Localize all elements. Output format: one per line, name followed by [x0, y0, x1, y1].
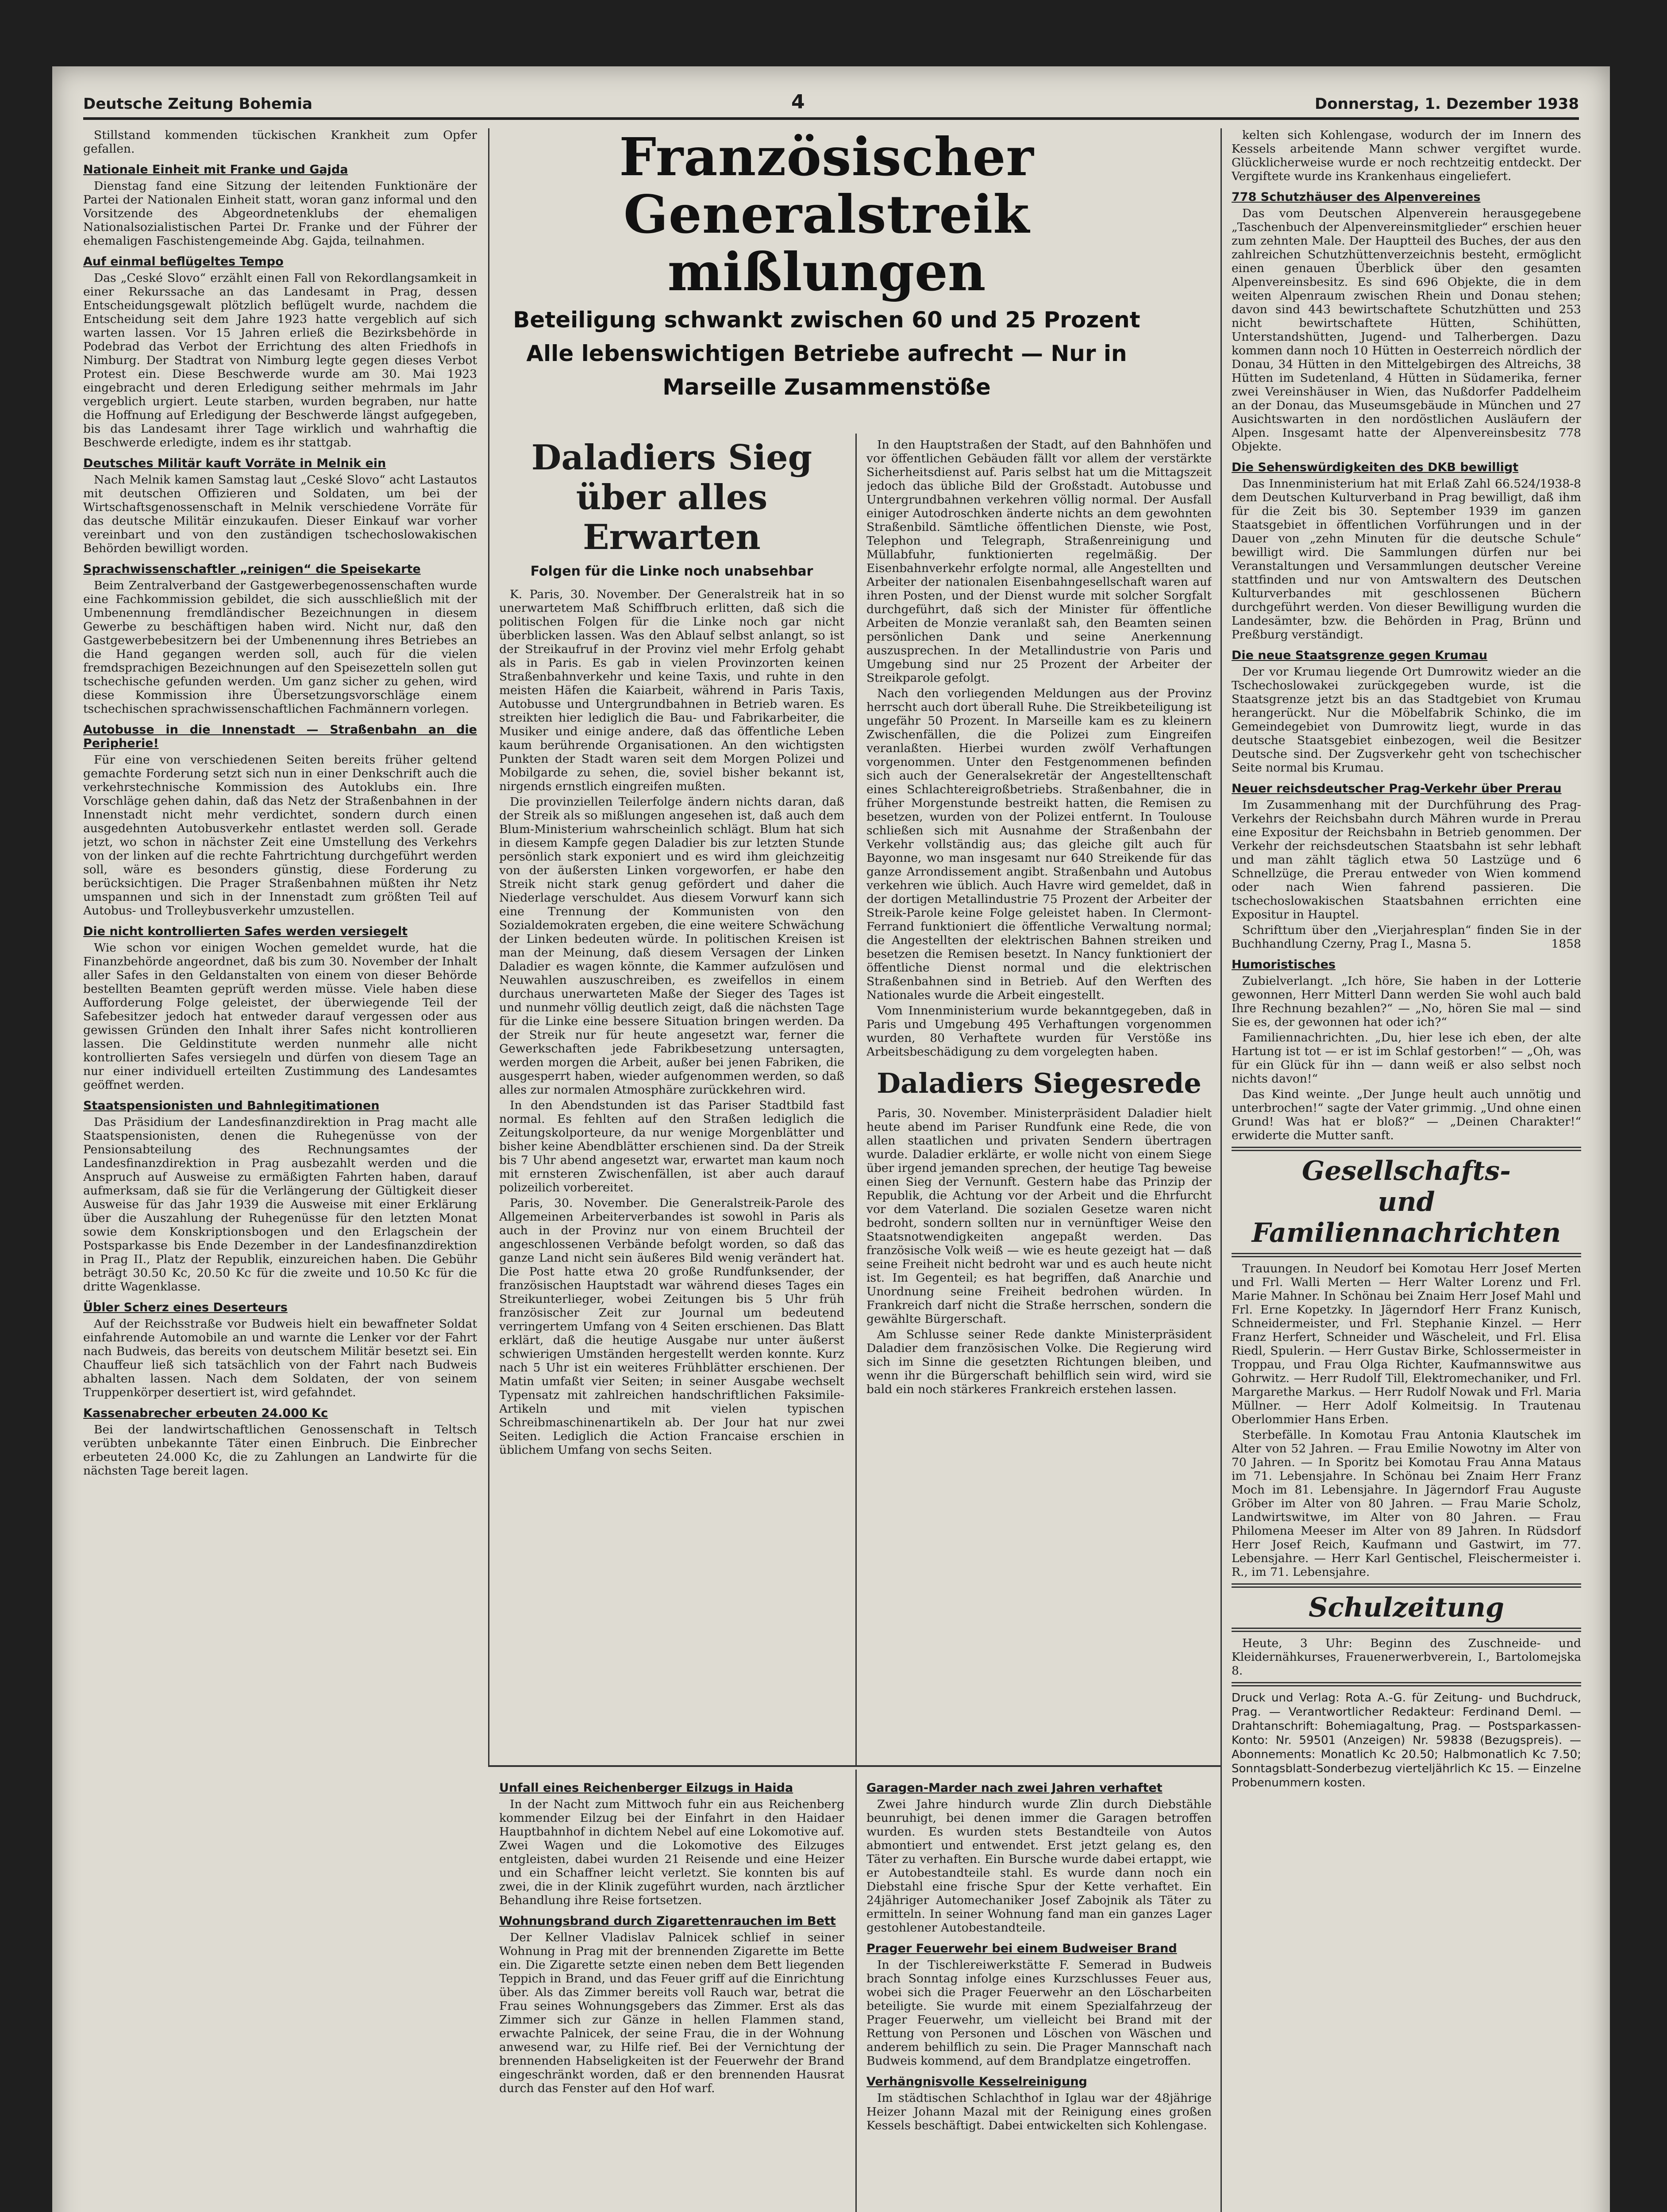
article-text: Im städtischen Schlachthof in Iglau war der 48jährige Heizer Johann Mazal mit der Reinigung eines großen Kessels beschäftigt. Dabei entwickelten sich Kohlengase. [866, 2091, 1212, 2132]
family-news-heading-2: und Familiennachrichten [1251, 1187, 1561, 1248]
article-text: Paris, 30. November. Die Generalstreik-Parole des Allgemeinen Arbeiterverbandes ist sowohl in Paris als auch in der Provinz nur von einem Bruchteil der angeschlossenen Verbände befolgt worden, so daß das ganze Land nicht sein äußeres Bild wenig verändert hat. Die Post hatte etwa 20 große Rundfunksender, der französischen Hauptstadt war während dieses Tages ein Streikunterlieger, wobei Zeitungen bis 5 Uhr früh französischer Zeit zur Journal um bedeutend verringertem Umfang von 4 Seiten erschienen. Das Blatt erklärt, daß die heutige Ausgabe nur unter äußerst schwierigen Umständen hergestellt werden konnte. Kurz nach 5 Uhr ist ein weiteres Frühblätter erschienen. Der Matin umfaßt vier Seiten; in seiner Ausgabe wechselt Typensatz mit zahlreichen handschriftlichen Faksimile-Artikeln und mit vielen typischen Schreibmaschinenartikeln ab. Der Jour hat nur zwei Seiten. Lediglich die Action Francaise erschien in üblichem Umfang von sechs Seiten. [499, 1196, 844, 1457]
article-heading: Die neue Staatsgrenze gegen Krumau [1232, 649, 1488, 662]
article-heading: Unfall eines Reichenberger Eilzugs in Haida [499, 1781, 793, 1795]
section-headline: Daladiers Sieg über alles Erwarten [531, 438, 812, 557]
article-text: Im Zusammenhang mit der Durchführung des Prag-Verkehrs der Reichsbahn durch Mähren wurde in Prerau eine Expositur der Reichsbahn in Betrieb genommen. Der Verkehr der reichsdeutschen Staatsbahn ist sehr lebhaft und man zählt täglich etwa 50 Lastzüge und 6 Schnellzüge, die Prerau entweder von Wien kommend oder nach Wien fahrend passieren. Die tschechoslowakischen Staatsbahnen errichten eine Expositur in Hauptel. [1232, 798, 1581, 922]
column-6 [866, 1774, 1212, 2212]
subheadline-1: Beteiligung schwankt zwischen 60 und 25 Prozent [513, 307, 1140, 333]
article-heading: Prager Feuerwehr bei einem Budweiser Brand [866, 1942, 1177, 1955]
headline-line-2: mißlungen [667, 241, 986, 303]
article-text: Stillstand kommenden tückischen Krankheit zum Opfer gefallen. [83, 128, 477, 156]
masthead [83, 91, 1579, 120]
article-heading: Auf einmal beflügeltes Tempo [83, 255, 284, 269]
column-5 [499, 1774, 844, 2212]
section-headline: Daladiers Siegesrede [877, 1067, 1201, 1099]
article-heading: Kassenabrecher erbeuten 24.000 Kc [83, 1406, 328, 1420]
article-heading: 778 Schutzhäuser des Alpenvereines [1232, 190, 1481, 204]
divider [1232, 1253, 1581, 1257]
column-2 [499, 438, 844, 1761]
article-text: Nach den vorliegenden Meldungen aus der Provinz herrscht auch dort überall Ruhe. Die Streikbeteiligung ist ungefähr 50 Prozent. In Marseille kam es zu kleinern Zwischenfällen, die die Polizei zum Eingreifen veranlaßten. Hierbei wurden zwölf Verhaftungen vorgenommen. Unter den Festgenommenen befinden sich auch der Generalsekretär der Angestelltenschaft eines Schlachtereigroßbetriebs. Straßenbahner, die in früher Morgenstunde bestreikt hatten, die Remisen zu besetzen, wurden von der Polizei entfernt. In Toulouse schließen sich mit Ausnahme der Straßenbahn der Verkehr vollständig aus; das gleiche gilt auch für Bayonne, wo man insgesamt nur 640 Streikende für das ganze Arrondissement angibt. Straßenbahn und Autobus verkehren wie üblich. Auch Havre wird gemeldet, daß in der dortigen Metallindustrie 75 Prozent der Arbeiter der Streik-Parole keine Folge geleistet haben. In Clermont-Ferrand funktioniert die öffentliche Verwaltung normal; die Angestellten der elektrischen Bahnen streiken und besetzen die Remisen besetzt. In Nancy funktioniert der öffentliche Dienst normal und die elektrischen Straßenbahnen sind in Betrieb. Auf den Werften des Nationales wurde die Arbeit eingestellt. [866, 687, 1212, 1002]
article-heading: Neuer reichsdeutscher Prag-Verkehr über Prerau [1232, 782, 1562, 795]
article-text: Die provinziellen Teilerfolge ändern nichts daran, daß der Streik als so mißlungen angesehen ist, daß auch dem Blum-Ministerium wahrscheinlich schlägt. Blum hat sich in diesem Kampfe gegen Daladier bis zur letzten Stunde persönlich stark exponiert und es wird ihm gleichzeitig von der äußersten Linken vorgeworfen, er habe den Streik nicht stark genug gefördert und daher die Niederlage verschuldet. Aus diesem Vorwurf kann sich eine Trennung der Kommunisten von den Sozialdemokraten ergeben, die eine weitere Schwächung der Linken bedeuten würde. In politischen Kreisen ist man der Meinung, daß diesem Versagen der Linken Daladier es wagen könnte, die Kammer aufzulösen und Neuwahlen auszuschreiben, es zweifellos in einem durchaus unerwarteten Maße der Sieger des Tages ist und nunmehr völlig deutlich zeigt, daß die nächsten Tage für die Linke eine bessere Situation bringen werden. Da der Streik nur für heute angesetzt war, ferner die Gewerkschaften jede Fabrikbesetzung untersagten, werden morgen die Arbeit, außer bei jenen Fabriken, die ausgesperrt haben, wieder aufgenommen werden, so daß alles zur normalen Atmosphäre zurückkehren wird. [499, 795, 844, 1097]
article-heading: Deutsches Militär kauft Vorräte in Melnik ein [83, 457, 386, 470]
article-text: Zubielverlangt. „Ich höre, Sie haben in der Lotterie gewonnen, Herr Mitterl Dann werden Sie wohl auch bald Ihre Rechnung bezahlen?“ — „No, hören Sie mal — sind Sie es, der gewonnen hat oder ich?“ [1232, 974, 1581, 1029]
article-text: Das Kind weinte. „Der Junge heult auch unnötig und unterbrochen!“ sagte der Vater grimmig. „Und ohne einen Grund! Was hat er bloß?“ — „Deinen Charakter!“ erwiderte die Mutter sanft. [1232, 1087, 1581, 1142]
column-1 [83, 128, 477, 2212]
article-text: Der vor Krumau liegende Ort Dumrowitz wieder an die Tschechoslowakei zurückgegeben wurde, ist die Staatsgrenze jetzt bis an das Stadtgebiet von Krumau herangerückt. Nur die Möbelfabrik Schinko, die im Gemeindegebiet von Dumrowitz liegt, wurde in das deutsche Staatsgebiet einbezogen, weil die Besitzer Deutsche sind. Der Zugsverkehr geht von tschechischer Seite normal bis Krumau. [1232, 665, 1581, 775]
imprint: Druck und Verlag: Rota A.-G. für Zeitung- und Buchdruck, Prag. — Verantwortlicher Redakteur: Ferdinand Deml. — Drahtanschrift: Bohemiagaltung, Prag. — Postsparkassen-Konto: Nr. 59501 (Anzeigen) Nr. 59838 (Bezugspreis). — Abonnements: Monatlich Kc 20.50; Halbmonatlich Kc 7.50; Sonntagsblatt-Sonderbezug vierteljährlich Kc 15. — Einzelne Probenummern kosten. [1232, 1691, 1581, 1790]
article-text: Zwei Jahre hindurch wurde Zlin durch Diebstähle beunruhigt, bei denen immer die Garagen betroffen wurden. Es wurden stets Bestandteile von Autos abmontiert und entwendet. Erst jetzt gelang es, den Täter zu verhaften. Ein Bursche wurde dabei ertappt, wie er Autobestandteile stahl. Es wurde dann noch ein Diebstahl eine frische Spur der Kette verhaftet. Ein 24jähriger Automechaniker Josef Zabojnik als Täter zu ermitteln. In seiner Wohnung fand man ein ganzes Lager gestohlener Autobestandteile. [866, 1797, 1212, 1935]
article-text: Paris, 30. November. Ministerpräsident Daladier hielt heute abend im Pariser Rundfunk eine Rede, die von allen staatlichen und privaten Sendern übertragen wurde. Daladier erklärte, er wolle nicht von einem Siege über irgend jemanden sprechen, der heutige Tag beweise einen Sieg der Vernunft. Gestern habe das Prinzip der Republik, die Achtung vor der Arbeit und die Ehrfurcht vor dem Vaterland. Die sozialen Gesetze waren nicht bedroht, sondern sollten nur in vernünftiger Weise den Staatsnotwendigkeiten angepaßt werden. Das französische Volk weiß — wie es heute gezeigt hat — daß seine Freiheit nicht bedroht war und es auch heute nicht ist. Im Gegenteil; es hat begriffen, daß Anarchie und Unordnung seine Freiheit bedrohen würden. In Frankreich darf nicht die Straße herrschen, sondern die gewählte Bürgerschaft. [866, 1106, 1212, 1326]
article-heading: Garagen-Marder nach zwei Jahren verhaftet [866, 1781, 1163, 1795]
article-text: In der Tischlereiwerkstätte F. Semerad in Budweis brach Sonntag infolge eines Kurzschlusses Feuer aus, wobei sich die Prager Feuerwehr an den Löscharbeiten beteiligte. Sie wurde mit einem Spezialfahrzeug der Prager Feuerwehr, um vielleicht bei Brand mit der Rettung von Personen und Löschen von Wäschen und anderem behilflich zu sein. Die Prager Mannschaft nach Budweis kommend, auf dem Brandplatze eingetroffen. [866, 1958, 1212, 2068]
article-text: Das „Ceské Slovo“ erzählt einen Fall von Rekordlangsamkeit in einer Rekurssache an das Landesamt in Prag, dessen Entscheidungsgewalt plötzlich beflügelt wurde, nachdem die Entscheidung seit dem Jahre 1923 hatte vergeblich auf sich warten lassen. Vor 15 Jahren erließ die Bezirksbehörde in Podebrad das Verbot der Errichtung des alten Friedhofs in Nimburg. Der Stadtrat von Nimburg legte gegen dieses Verbot Protest ein. Diese Beschwerde wurde am 30. Mai 1923 eingebracht und deren Erledigung seither mehrmals im Jahr vergeblich urgiert. Leute starben, wurden begraben, nur hatte die Hoffnung auf Erledigung der Beschwerde längst aufgegeben, bis das Landesamt ihrer Tage wirklich und wahrhaftig die Beschwerde erledigte, indem es ihr stattgab. [83, 271, 477, 449]
school-heading: Schulzeitung [1309, 1592, 1504, 1623]
article-text: Der Kellner Vladislav Palnicek schlief in seiner Wohnung in Prag mit der brennenden Zigarette im Bette ein. Die Zigarette setzte einen neben dem Bett liegenden Teppich in Brand, und das Feuer griff auf die Einrichtung über. Als das Zimmer bereits voll Rauch war, betrat die Frau seines Wohnungsgebers das Zimmer. Erst als das Zimmer sich zur Gänze in hellen Flammen stand, erwachte Palnicek, der seine Frau, die in der Wohnung anwesend war, zu Hilfe rief. Bei der Vernichtung der brennenden Habseligkeiten ist der Feuerwehr der Brand eingeschränkt worden, daß er den brennenden Hausrat durch das Fenster auf den Hof warf. [499, 1931, 844, 2095]
article-text: Das Innenministerium hat mit Erlaß Zahl 66.524/1938-8 dem Deutschen Kulturverband in Prag bewilligt, daß ihm für die Zeit bis 30. September 1939 im ganzen Staatsgebiet in öffentlichen Vorführungen und in der Dauer von „zehn Minuten für die deutsche Schule“ bewilligt wird. Die Sammlungen dürfen nur bei Veranstaltungen und Versammlungen deutscher Vereine stattfinden und nur von Amtswaltern des Deutschen Kulturverbandes mit geschlossenen Büchern durchgeführt werden. Von dieser Bewilligung wurden die Landesämter, bzw. die Behörden in Prag, Brünn und Preßburg verständigt. [1232, 477, 1581, 641]
paper-name: Deutsche Zeitung Bohemia [83, 95, 313, 113]
article-text: Trauungen. In Neudorf bei Komotau Herr Josef Merten und Frl. Walli Merten — Herr Walter Lorenz und Frl. Marie Mahner. In Schönau bei Znaim Herr Josef Mahl und Frl. Erne Kopetzky. In Jägerndorf Herr Franz Kunisch, Schneidermeister, und Frl. Stephanie Kinzel. — Herr Franz Herfert, Schneider und Wäscheleit, und Frl. Elisa Riedl, Spulerin. — Herr Gustav Birke, Schlossermeister in Troppau, und Frau Olga Richter, Kaufmannswitwe aus Gohrwitz. — Herr Rudolf Till, Elektromechaniker, und Frl. Margarethe Markus. — Herr Rudolf Nowak und Frl. Maria Müllner. — Herr Adolf Kolmeitsig. In Trautenau Oberlommier Hans Erben. [1232, 1262, 1581, 1426]
column-rule [855, 434, 857, 1765]
divider [1232, 1628, 1581, 1632]
article-heading: Autobusse in die Innenstadt — Straßenbahn an die Peripherie! [83, 723, 477, 750]
article-text: kelten sich Kohlengase, wodurch der im Innern des Kessels arbeitende Mann schwer vergiftet wurde. Glücklicherweise wurde er noch rechtzeitig entdeckt. Der Vergiftete wurde ins Krankenhaus eingeliefert. [1232, 128, 1581, 183]
article-heading: Die nicht kontrollierten Safes werden versiegelt [83, 925, 408, 938]
subheadline-3: Marseille Zusammenstöße [662, 374, 991, 400]
article-text: K. Paris, 30. November. Der Generalstreik hat in so unerwartetem Maß Schiffbruch erlitten, daß sich die politischen Folgen für die Linke noch gar nicht überblicken lassen. Was den Ablauf selbst anlangt, so ist der Streikaufruf in der Provinz viel mehr Erfolg gehabt als in Paris. Es gab in vielen Provinzorten keinen Straßenbahnverkehr und keine Taxis, und ruhte in den meisten Häfen die Kaiarbeit, während in Paris Taxis, Autobusse und Untergrundbahnen in Betrieb waren. Es streikten hier lediglich die Bau- und Fabrikarbeiter, die Musiker und einige andere, daß das öffentliche Leben kaum berührende Organisationen. An den wichtigsten Punkten der Stadt waren seit dem Morgen Polizei und Mobilgarde zu sehen, die, soviel bisher bekannt ist, nirgends ernstlich eingreifen mußten. [499, 588, 844, 793]
page-number: 4 [791, 91, 805, 113]
article-text: Familiennachrichten. „Du, hier lese ich eben, der alte Hartung ist tot — er ist im Schlaf gestorben!“ — „Oh, was für ein Glück für ihn — dann weiß er also selbst noch nichts davon!“ [1232, 1031, 1581, 1086]
family-news-heading-1: Gesellschafts- [1302, 1156, 1511, 1187]
column-4 [1232, 128, 1581, 2212]
section-rule [488, 1765, 1220, 1767]
column-rule [1220, 128, 1222, 2212]
article-text: In den Abendstunden ist das Pariser Stadtbild fast normal. Es fehlten auf den Straßen lediglich die Zeitungskolporteure, da nur wenige Morgenblätter und bisher keine Abendblätter erschienen sind. Da der Streik bis 7 Uhr abend angesetzt war, erwartet man kaum noch mit ernsteren Zwischenfällen, ist aber auch darauf polizeilich vorbereitet. [499, 1098, 844, 1194]
main-headline [473, 128, 1181, 402]
article-heading: Humoristisches [1232, 958, 1336, 972]
article-heading: Nationale Einheit mit Franke und Gajda [83, 163, 348, 177]
article-text: In der Nacht zum Mittwoch fuhr ein aus Reichenberg kommender Eilzug bei der Einfahrt in den Haidaer Hauptbahnhof in dichtem Nebel auf eine Lokomotive auf. Zwei Wagen und die Lokomotive des Eilzuges entgleisten, dabei wurden 21 Reisende und eine Heizer und ein Schaffner leicht verletzt. Sie konnten bis auf zwei, die in der Klinik zugeführt wurden, nach ärztlicher Behandlung ihre Reise fortsetzen. [499, 1797, 844, 1907]
article-text: Für eine von verschiedenen Seiten bereits früher geltend gemachte Forderung setzt sich nun in einer Denkschrift auch die verkehrstechnische Kommission des Autoklubs ein. Ihre Vorschläge gehen dahin, daß das Netz der Straßenbahnen in der Innenstadt nicht mehr verdichtet, sondern durch einen ausgedehnten Autobusverkehr entlastet werden soll. Gerade jetzt, wo schon in nächster Zeit eine Umstellung des Verkehrs von der linken auf die rechte Fahrtrichtung durchgeführt werden soll, wäre es besonders günstig, diese Forderung zu berücksichtigen. Die Prager Straßenbahnen müßten ihr Netz umspannen und sich in der Innenstadt zum größten Teil auf Autobus- und Trolleybusverkehr umzustellen. [83, 753, 477, 918]
article-text: Heute, 3 Uhr: Beginn des Zuschneide- und Kleidernähkurses, Frauenerwerbverein, I., Bartolomejska 8. [1232, 1636, 1581, 1678]
article-text: Beim Zentralverband der Gastgewerbegenossenschaften wurde eine Fachkommission gebildet, die sich ausschließlich mit der Umbenennung fremdländischer Bezeichnungen in diesem Gewerbe zu beschäftigen haben wird. Nicht nur, daß den Gastgewerbebesitzern bei der Umbenennung ihres Betriebes an die Hand gegangen werden soll, auch für die vielen fremdsprachigen Bezeichnungen auf den Speisezetteln sollen gut tschechische gefunden werden. Um ganz sicher zu gehen, wird diese Kommission ihre Übersetzungsvorschläge einem tschechischen sprachwissenschaftlichen Fachmännern vorlegen. [83, 579, 477, 716]
article-text: Wie schon vor einigen Wochen gemeldet wurde, hat die Finanzbehörde angeordnet, daß bis zum 30. November der Inhalt aller Safes in den Geldanstalten von einem von dieser Behörde bestellten Beamten geprüft werden müsse. Viele haben diese Aufforderung Folge geleistet, der überwiegende Teil der Safebesitzer jedoch hat entweder darauf vergessen oder aus gewissen Gründen den Inhalt ihrer Safes nicht kontrollieren lassen. Die Geldinstitute werden nunmehr alle nicht kontrollierten Safes versiegeln und dürfen von diesem Tage an nur einer individuell erteilten Zustimmung des Landesamtes geöffnet werden. [83, 941, 477, 1092]
article-text: Sterbefälle. In Komotau Frau Antonia Klautschek im Alter von 52 Jahren. — Frau Emilie Nowotny im Alter von 70 Jahren. — In Sporitz bei Komotau Frau Anna Mataus im 71. Lebensjahre. In Schönau bei Znaim Herr Franz Moch im 81. Lebensjahre. In Jägerndorf Frau Auguste Gröber im Alter von 80 Jahren. — Frau Marie Scholz, Landwirtswitwe, im Alter von 80 Jahren. — Frau Philomena Meeser im Alter von 89 Jahren. In Rüdsdorf Herr Josef Reich, Kaufmann und Gastwirt, im 77. Lebensjahre. — Herr Karl Gentischel, Fleischermeister i. R., im 71. Lebensjahre. [1232, 1428, 1581, 1579]
article-heading: Übler Scherz eines Deserteurs [83, 1301, 288, 1314]
article-heading: Die Sehenswürdigkeiten des DKB bewilligt [1232, 461, 1519, 474]
article-text: Das Präsidium der Landesfinanzdirektion in Prag macht alle Staatspensionisten, denen die Ruhegenüsse von der Pensionsabteilung des Rechnungsamtes der Landesfinanzdirektion in Prag ausbezahlt werden und die Anspruch auf Ausweise zu ermäßigten Fahrten haben, darauf aufmerksam, daß sie für die Verlängerung der Gültigkeit dieser Ausweise für das Jahr 1939 die Ausweise mit einer Erklärung über die Auszahlung der Ruhegenüsse für den letzten Monat sowie dem Konskriptionsbogen und den Erlagschein der Postsparkasse bis Ende Dezember in der Landesfinanzdirektion in Prag II., Platz der Republik, einzureichen haben. Die Gebühr beträgt 30.50 Kc, 20.50 Kc für die zweite und 10.50 Kc für die dritte Wagenklasse. [83, 1115, 477, 1294]
article-text: Am Schlusse seiner Rede dankte Ministerpräsident Daladier dem französischen Volke. Die Regierung wird sich im Sinne die gesetzten Richtungen bleiben, und wenn ihr die Bürgerschaft behilflich sein wird, wird sie bald ein noch stärkeres Frankreich erstehen lassen. [866, 1328, 1212, 1396]
section-subheadline: Folgen für die Linke noch unabsehbar [530, 564, 813, 579]
subheadline-2: Alle lebenswichtigen Betriebe aufrecht — Nur in [526, 341, 1127, 366]
article-heading: Sprachwissenschaftler „reinigen“ die Speisekarte [83, 562, 421, 576]
article-heading: Verhängnisvolle Kesselreinigung [866, 2075, 1087, 2089]
article-heading: Wohnungsbrand durch Zigarettenrauchen im Bett [499, 1914, 836, 1928]
article-text: Bei der landwirtschaftlichen Genossenschaft in Teltsch verübten unbekannte Täter einen Einbruch. Die Einbrecher erbeuteten 24.000 Kc, die zu Zahlungen an Landwirte für die nächsten Tage bereit lagen. [83, 1423, 477, 1478]
headline-line-1: Französischer Generalstreik [619, 126, 1034, 245]
divider [1232, 1583, 1581, 1588]
issue-date: Donnerstag, 1. Dezember 1938 [1315, 95, 1579, 113]
article-text: Nach Melnik kamen Samstag laut „Ceské Slovo“ acht Lastautos mit deutschen Offizieren und Soldaten, um bei der Wirtschaftsgenossenschaft in Melnik verschiedene Vorräte für das deutsche Militär einzukaufen. Dieser Einkauf war vorher vereinbart und von den zuständigen tschechoslowakischen Behörden bewilligt worden. [83, 473, 477, 555]
divider [1232, 1682, 1581, 1686]
article-text: Das vom Deutschen Alpenverein herausgegebene „Taschenbuch der Alpenvereinsmitglieder“ erschien heuer zum zehnten Male. Der Hauptteil des Buches, der aus den zahlreichen Schutzhüttenverzeichnis besteht, ermöglicht einen genauen Überblick über den gesamten Alpenvereinsbesitz. Es sind 696 Objekte, die in dem weiten Alpenraum zwischen Rhein und Donau stehen; davon sind 443 bewirtschaftete Schutzhütten und 253 nicht bewirtschaftete Hütten, Schihütten, Unterstandshütten, Jugend- und Talherbergen. Dazu kommen dann noch 10 Hütten in Oesterreich nördlich der Donau, 34 Hütten in den Mittelgebirgen des Altreichs, 38 Hütten im Sudetenland, 4 Hütten in Südamerika, ferner zwei Vereinshäuser in Wien, das Nußdorfer Paddelheim an der Donau, das Museumsgebäude in München und 27 Ausichtswarten in den nordöstlichen Ausläufern der Alpen. Insgesamt hatte der Alpenvereinsbesitz 778 Objekte. [1232, 207, 1581, 453]
advert-text: Schrifttum über den „Vierjahresplan“ finden Sie in der Buchhandlung Czerny, Prag I., Masna 5. 1858 [1232, 923, 1581, 951]
newspaper-page [52, 66, 1610, 2212]
article-text: Vom Innenministerium wurde bekanntgegeben, daß in Paris und Umgebung 495 Verhaftungen vorgenommen wurden, 80 Verhaftete wurden für Verstöße ins Arbeitsbeschädigung zu dem vorgelegten haben. [866, 1004, 1212, 1059]
article-text: Auf der Reichsstraße vor Budweis hielt ein bewaffneter Soldat einfahrende Automobile an und warnte die Lenker vor der Fahrt nach Budweis, das bereits von deutschem Militär besetzt sei. Ein Chauffeur ließ sich tatsächlich von der Fahrt nach Budweis abhalten lassen. Nach dem Soldaten, der von seinem Truppenkörper desertiert ist, wird gefahndet. [83, 1317, 477, 1399]
article-text: Dienstag fand eine Sitzung der leitenden Funktionäre der Partei der Nationalen Einheit statt, woran ganz informal und den Vorsitzende des Abgeordnetenklubs der ehemaligen Nationalsozialistischen Partei Dr. Franke und der Führer der ehemaligen Faschistengemeinde Abg. Gajda, teilnahmen. [83, 179, 477, 248]
advert-number: 1858 [1551, 937, 1581, 951]
column-rule [855, 1770, 857, 2212]
column-3 [866, 438, 1212, 1761]
divider [1232, 1147, 1581, 1151]
article-text: In den Hauptstraßen der Stadt, auf den Bahnhöfen und vor öffentlichen Gebäuden fällt vor allem der verstärkte Sicherheitsdienst auf. Paris selbst hat um die Mittagszeit jedoch das übliche Bild der Großstadt. Autobusse und Untergrundbahnen verkehren völlig normal. Der Ausfall einiger Autodroschken änderte nichts an dem gewohnten Straßenbild. Sämtliche öffentlichen Dienste, wie Post, Telephon und Telegraph, Straßenreinigung und Müllabfuhr, funktionierten regelmäßig. Der Eisenbahnverkehr erfolgte normal, alle Angestellten und Arbeiter der nationalen Eisenbahngesellschaft waren auf ihren Posten, und der Dienst wurde mit solcher Sorgfalt durchgeführt, daß sich der Minister für öffentliche Arbeiten de Monzie veranlaßt sah, den Beamten seinen persönlichen Dank und seine Anerkennung auszusprechen. In der Metallindustrie von Paris und Umgebung sind nur 25 Prozent der Arbeiter der Streikparole gefolgt. [866, 438, 1212, 685]
article-heading: Staatspensionisten und Bahnlegitimationen [83, 1099, 380, 1113]
